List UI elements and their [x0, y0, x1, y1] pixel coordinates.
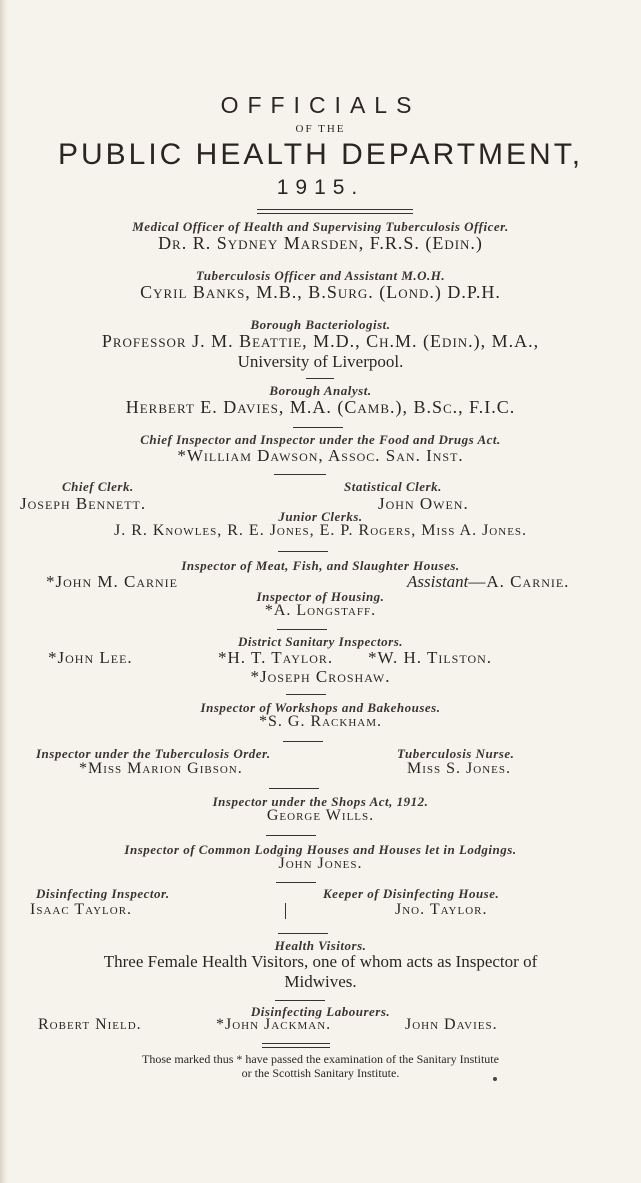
footnote-line2: or the Scottish Sanitary Institute.	[241, 1066, 400, 1080]
chief-clerk-title: Chief Clerk.	[62, 479, 134, 494]
junior-clerks-names: J. R. Knowles, R. E. Jones, E. P. Rogers, Miss A. Jones.	[113, 522, 528, 539]
divider	[276, 882, 316, 883]
labourers-title: Disinfecting Labourers.	[250, 1004, 391, 1019]
disinfect-keeper-title: Keeper of Disinfecting House.	[323, 886, 500, 901]
divider	[275, 1000, 325, 1001]
vertical-divider	[285, 903, 286, 919]
shops-title-text: Inspector under the Shops Act,	[212, 794, 397, 809]
moh-name: Dr. R. Sydney Marsden, F.R.S. (Edin.)	[158, 233, 483, 253]
divider	[274, 474, 326, 475]
chief-inspector-name: *William Dawson, Assoc. San. Inst.	[177, 446, 464, 465]
disinfect-keeper-name: Jno. Taylor.	[395, 901, 488, 918]
district-name-croshaw: *Joseph Croshaw.	[250, 667, 391, 686]
meat-inspector-name: *John M. Carnie	[46, 572, 178, 591]
shops-title-year: 1912.	[396, 794, 429, 809]
page-title: PUBLIC HEALTH DEPARTMENT,	[57, 138, 584, 171]
heading-year: 1915.	[276, 176, 365, 199]
header-divider	[257, 209, 413, 214]
district-name-tilston: *W. H. Tilston.	[368, 648, 493, 667]
heading-officials: OFFICIALS	[220, 92, 421, 118]
divider	[269, 788, 319, 789]
heading-of-the: OF THE	[295, 123, 346, 135]
chief-clerk-name: Joseph Bennett.	[20, 494, 147, 513]
divider	[306, 378, 334, 379]
tb-order-name: *Miss Marion Gibson.	[79, 760, 243, 777]
tb-nurse-title: Tuberculosis Nurse.	[397, 746, 515, 761]
visitors-text-cont: Midwives.	[284, 972, 357, 991]
district-name-taylor: *H. T. Taylor.	[218, 648, 334, 667]
chief-inspector-title: Chief Inspector and Inspector under the Food and Drugs Act.	[140, 432, 501, 447]
disinfect-inspector-title: Disinfecting Inspector.	[36, 886, 170, 901]
workshops-title: Inspector of Workshops and Bakehouses.	[200, 700, 441, 715]
tb-officer-name: Cyril Banks, M.B., B.Surg. (Lond.) D.P.H.	[140, 282, 501, 302]
district-name-lee: *John Lee.	[48, 648, 133, 667]
lodging-title: Inspector of Common Lodging Houses and Houses let in Lodgings.	[124, 842, 517, 857]
visitors-title: Health Visitors.	[274, 938, 367, 953]
workshops-name: *S. G. Rackham.	[258, 713, 383, 730]
bacteriologist-title: Borough Bacteriologist.	[250, 317, 391, 332]
housing-title: Inspector of Housing.	[256, 589, 385, 604]
divider	[277, 629, 327, 630]
divider	[278, 933, 328, 934]
ink-speck	[493, 1077, 497, 1081]
assistant-name: —A. Carnie.	[468, 572, 570, 591]
footnote-line1: Those marked thus * have passed the examination of the Sanitary Institute	[142, 1052, 499, 1066]
analyst-title: Borough Analyst.	[269, 383, 372, 398]
disinfect-inspector-name: Isaac Taylor.	[30, 901, 133, 918]
visitors-text: Three Female Health Visitors, one of whom acts as Inspector of	[103, 952, 538, 971]
divider	[283, 741, 323, 742]
tb-officer-title: Tuberculosis Officer and Assistant M.O.H.	[195, 268, 446, 283]
shops-name: George Wills.	[266, 807, 375, 824]
labourer-jackman: *John Jackman.	[216, 1016, 332, 1033]
bacteriologist-name: Professor J. M. Beattie, M.D., Ch.M. (Edin.), M.A.,	[101, 331, 540, 351]
labourer-nield: Robert Nield.	[38, 1016, 142, 1033]
tb-nurse-name: Miss S. Jones.	[407, 760, 511, 777]
divider	[278, 551, 328, 552]
analyst-name: Herbert E. Davies, M.A. (Camb.), B.Sc., F.I.C.	[125, 397, 516, 417]
labourer-davies: John Davies.	[405, 1016, 498, 1033]
divider	[266, 835, 316, 836]
housing-name: *A. Longstaff.	[264, 602, 377, 619]
lodging-name: John Jones.	[278, 855, 363, 872]
tb-order-title: Inspector under the Tuberculosis Order.	[36, 746, 271, 761]
district-title: District Sanitary Inspectors.	[237, 634, 404, 649]
meat-inspector-title: Inspector of Meat, Fish, and Slaughter Houses.	[181, 558, 460, 573]
moh-title: Medical Officer of Health and Supervising Tuberculosis Officer.	[132, 219, 509, 234]
divider	[286, 694, 326, 695]
junior-clerks-title: Junior Clerks.	[278, 509, 363, 524]
bacteriologist-affiliation: University of Liverpool.	[237, 352, 404, 371]
assistant-label: Assistant	[407, 572, 469, 591]
divider	[293, 427, 343, 428]
footer-divider	[262, 1043, 330, 1048]
stat-clerk-name: John Owen.	[378, 494, 469, 513]
stat-clerk-title: Statistical Clerk.	[344, 479, 442, 494]
